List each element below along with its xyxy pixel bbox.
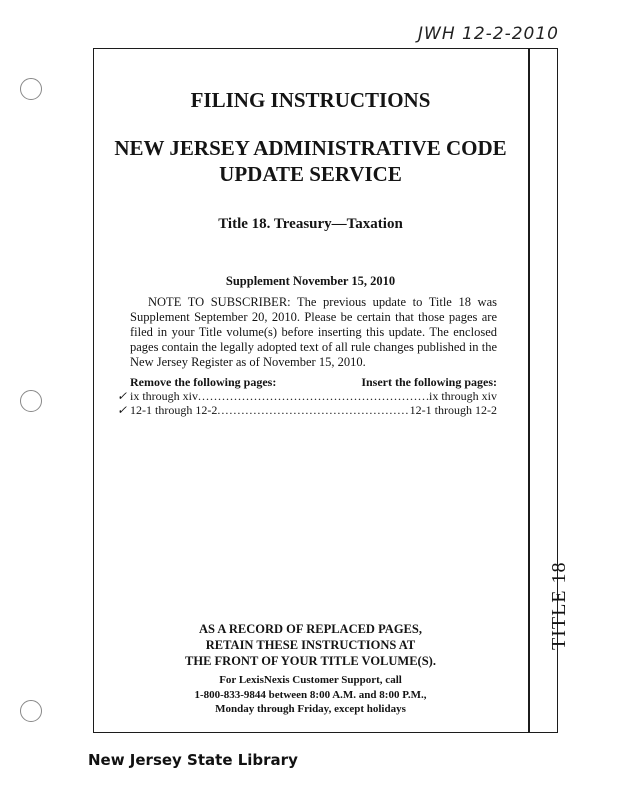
support-line1: For LexisNexis Customer Support, call	[219, 674, 402, 686]
library-footer: New Jersey State Library	[88, 751, 298, 769]
table-row	[130, 403, 497, 418]
handwritten-note: JWH 12-2-2010	[418, 24, 559, 44]
record-line3: THE FRONT OF YOUR TITLE VOLUME(S).	[185, 654, 436, 668]
binder-hole-top	[20, 78, 42, 100]
insert-header: Insert the following pages:	[361, 375, 497, 389]
dot-leader	[198, 389, 429, 404]
insert-pages: 12-1 through 12-2	[409, 403, 497, 417]
insert-pages: ix through xiv	[429, 389, 497, 403]
support-line2: 1-800-833-9844 between 8:00 A.M. and 8:00 P.M.,	[194, 688, 427, 701]
remove-header: Remove the following pages:	[130, 375, 277, 389]
spine-label: TITLE 18	[548, 561, 570, 650]
spine-divider	[528, 48, 530, 733]
table-row	[130, 389, 497, 404]
record-line1: AS A RECORD OF REPLACED PAGES,	[199, 622, 422, 636]
pages-table-header	[130, 375, 497, 390]
code-title-line2: UPDATE SERVICE	[219, 162, 402, 186]
remove-pages: ix through xiv	[130, 389, 198, 403]
supplement-date: Supplement November 15, 2010	[225, 274, 396, 288]
filing-instructions-title: FILING INSTRUCTIONS	[190, 88, 431, 112]
check-mark-icon: ✓	[117, 403, 128, 417]
record-instructions	[93, 621, 528, 669]
title-subject: Title 18. Treasury—Taxation	[218, 216, 403, 232]
support-line3: Monday through Friday, except holidays	[215, 703, 406, 715]
check-mark-icon: ✓	[117, 389, 128, 403]
binder-hole-middle	[20, 390, 42, 412]
code-title-line1: NEW JERSEY ADMINISTRATIVE CODE	[114, 136, 507, 160]
customer-support	[93, 673, 528, 717]
binder-hole-bottom	[20, 700, 42, 722]
code-title	[93, 135, 528, 187]
dot-leader	[217, 403, 409, 418]
subscriber-note: NOTE TO SUBSCRIBER: The previous update to Title 18 was Supplement September 20, 2010. Please be certain that those pages are filed in your Title volume(s) before inserting this update. The enclosed pages contain the legally adopted text of all rule changes published in the New Jersey Register as of November 15, 2010.	[130, 295, 497, 369]
remove-pages: 12-1 through 12-2	[130, 403, 218, 417]
record-line2: RETAIN THESE INSTRUCTIONS AT	[205, 638, 416, 652]
